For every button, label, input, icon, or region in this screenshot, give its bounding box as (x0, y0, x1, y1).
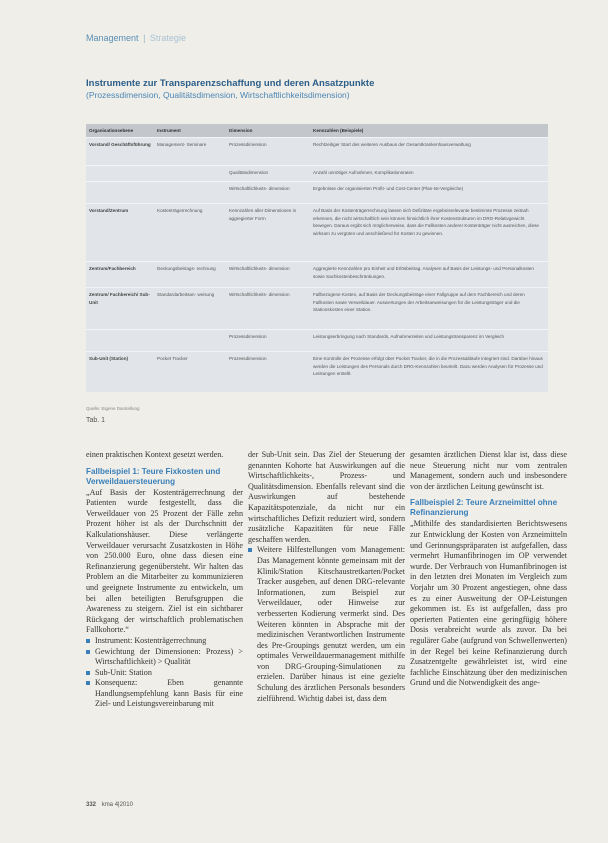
square-bullet-icon (248, 548, 252, 552)
cell-kennzahlen: Leistungserbringung nach Standards, Aufnahmezeiten und Leistungstransparenz im Vergleich (310, 330, 548, 352)
cell-kennzahlen: Anzahl unnötiger Aufnahmen, Komplikationsraten (310, 166, 548, 182)
table-row (86, 204, 548, 262)
cell-instrument: Standardarbeitsan- weisung (154, 288, 226, 330)
case-heading-1: Fallbeispiel 1: Teure Fixkosten und Verweildauersteuerung (86, 466, 221, 486)
table-row (86, 138, 548, 166)
cell-dimension: Wirtschaftlichkeits- dimension (226, 288, 310, 330)
list-item: Konsequenz: Eben genannte Handlungsempfehlung kann Basis für eine Ziel- und Leistungsvereinbarung mit (86, 678, 243, 710)
page-number: 332 (86, 802, 97, 808)
cell-dimension: Prozessdimension (226, 330, 310, 352)
cell-instrument (154, 330, 226, 352)
case-1-quote: „Auf Basis der Kostenträgerrechnung der Patienten wurde festgestellt, dass die Verweildauer von 25 Prozent der Fälle zehn Prozent höher ist als der Durchschnitt der Kalkulationshäuser. Diese verlängerte Verweildauer verursacht Zusatzkosten in Höhe von 250.000 Euro, ohne dass diesen eine Refinanzierung gegenübersteht. Wir halten das Problem an die Mitarbeiter zu kommunizieren und geeignete Instrumente zu entwickeln, um bei allen beteiligten Berufsgruppen die Awareness zu steigern. Ziel ist ein sichtbarer Rückgang der wirtschaftlich problematischen Fallkohorte.“ (86, 487, 243, 635)
cell-kennzahlen: Eine Kontrolle der Prozesse erfolgt über Pocket Tracker, die in die Prozessabläufe integriert sind. Darüber hinaus werden die Leistungen des Personals durch DRG-Kennzahlen beurteilt. Dazu werden Analysen für Prozesse und Leistungen erstellt. (310, 352, 548, 392)
cell-ebene: Zentrum/Fachbereich (86, 262, 154, 288)
page-footer (86, 802, 133, 808)
cell-dimension: Prozessdimension (226, 138, 310, 166)
intro-paragraph: einen praktischen Kontext gesetzt werden. (86, 450, 224, 459)
header-kennzahlen: Kennzahlen (Beispiele) (310, 124, 548, 138)
text-column-3 (410, 450, 567, 689)
cell-instrument (154, 166, 226, 182)
square-bullet-icon (86, 681, 90, 685)
table-header-row (86, 124, 548, 138)
cell-dimension: Kennzahlen aller Dimensionen in aggregierter Form (226, 204, 310, 262)
journal-issue: kma 4|2010 (101, 802, 133, 808)
header-instrument: Instrument (154, 124, 226, 138)
cell-kennzahlen: Fallbezogene Kosten, auf Basis der Deckungsbeiträge einer Fallgruppe auf dem Fachbereich und deren Fallkosten sowie Verweildauer. Auswertungen der Arbeitsanweisungen für die Leistungsträger und die Stationskosten einer Station. (310, 288, 548, 330)
list-item: Sub-Unit: Station (86, 668, 243, 679)
cell-instrument: Kostenträgerrechnung (154, 204, 226, 262)
cell-dimension: Prozessdimension (226, 352, 310, 392)
cell-instrument: Deckungsbeitrags- rechnung (154, 262, 226, 288)
header-dimension: Dimension (226, 124, 310, 138)
header-organisationsebene: Organisationsebene (86, 124, 154, 138)
cell-instrument: Pocket Tracker (154, 352, 226, 392)
case-heading-2: Fallbeispiel 2: Teure Arzneimittel ohne Refinanzierung (410, 498, 558, 518)
list-item: Gewichtung der Dimensionen: Prozess) > Wirtschaftlichkeit) > Qualität (86, 647, 243, 668)
table-title: Instrumente zur Transparenzschaffung und deren Ansatzpunkte (86, 78, 375, 89)
subsection-name: Strategie (149, 33, 186, 43)
case-1-bullets (86, 636, 243, 710)
cell-kennzahlen: Ergebnisse der organisierten Profit- und Cost-Center (Plan-Ist-Vergleiche) (310, 182, 548, 204)
case-2-quote: „Mithilfe des standardisierten Berichtswesens zur Entwicklung der Kosten von Arzneimitteln und Gerinnungspräparaten ist aufgefallen, dass vermehrt Humanfibrinogen im OP verwendet wurde. Der Verbrauch von Humanfibrinogen ist in den letzten drei Monaten im Vergleich zum Vorjahr um 30 Prozent angestiegen, ohne dass es zu einer Ausweitung der OP-Leistungen gekommen ist. Es ist aufgefallen, dass pro operierten Patienten eine geringfügig höhere Dosis verabreicht wurde als zuvor. Da bei regulärer Gabe (aufgrund von Schwellenwerten) in der Regel bei keine Refinanzierung durch Zusatzentgelte gewährleistet ist, wird eine fachliche Einschätzung über den medizinischen Grund und die Notwendigkeit des ange- (410, 519, 567, 688)
table-subtitle: (Prozessdimension, Qualitätsdimension, Wirtschaftlichkeitsdimension) (86, 90, 350, 100)
cell-dimension: Wirtschaftlichkeits- dimension (226, 262, 310, 288)
table-title-block (86, 78, 546, 100)
text-column-1 (86, 450, 243, 710)
cell-kennzahlen: Auf Basis der Kostenträgerrechnung lassen sich Defizitäre ergebnisrelevante bestimmte Prozesse zeitnah erkennen, die nicht wirtschaftlich sein können hinsichtlich ihrer Kostenstrukturen im DRG-Relativgewicht bewegen. Daraus ergibt sich möglicherweise, dass die Fallkosten anderer Kostenträger nicht ausreichen, diese wirksam zu vergüten und anschließend für Kosten zu gewinnen. (310, 204, 548, 262)
text-column-2 (248, 450, 405, 704)
section-separator: | (143, 33, 146, 43)
cell-ebene: Zentrum/ Fachbereich/ Sub-Unit (86, 288, 154, 330)
cell-ebene (86, 166, 154, 182)
square-bullet-icon (86, 650, 90, 654)
square-bullet-icon (86, 671, 90, 675)
case-1-conclusion: gesamten ärztlichen Dienst klar ist, dass diese neue Steuerung nicht nur vom zentralen Management, sondern auch und insbesondere von der ärztlichen Leitung gewünscht ist. (410, 450, 567, 491)
cell-instrument: Management- Seminare (154, 138, 226, 166)
cell-dimension: Qualitätsdimension (226, 166, 310, 182)
cell-ebene: Vorstand/ Geschäftsführung (86, 138, 154, 166)
case-1-more-bullets (248, 545, 405, 704)
square-bullet-icon (86, 639, 90, 643)
table-row (86, 330, 548, 352)
cell-kennzahlen: Aggregierte Kennzahlen pro Einheit und Erlösbeitrag. Analysen auf Basis der Leistungs- und Personalkosten sowie Sachkostenbeschränkungen. (310, 262, 548, 288)
table-row (86, 288, 548, 330)
cell-dimension: Wirtschaftlichkeits- dimension (226, 182, 310, 204)
list-item: Instrument: Kostenträgerrechnung (86, 636, 243, 647)
cell-instrument (154, 182, 226, 204)
table-source: Quelle: Eigene Darstellung (86, 406, 140, 411)
cell-kennzahlen: Rechtzeitiger Start des weiteren Ausbaus der Gesamtkrankenhausverwaltung (310, 138, 548, 166)
section-header (86, 33, 186, 43)
table-label: Tab. 1 (86, 417, 106, 424)
table-row (86, 352, 548, 392)
table-row (86, 166, 548, 182)
table-row (86, 182, 548, 204)
list-item: Weitere Hilfestellungen vom Management: Das Management könnte gemeinsam mit der Klinik/Station Kitschaustretkarten/Pocket Tracker ausgeben, auf denen DRG-relevante Informationen, zum Beispiel zur Verweildauer, oder Hinweise zur verbesserten Kodierung vermerkt sind. Des Weiteren könnten in Absprache mit der medizinischen Verantwortlichen Instrumente des Pre-Groupings genutzt werden, um ein optimales Verweildauermanagement mithilfe von DRG-Grouping-Simulationen zu erzielen. Darüber hinaus ist eine gezielte Schulung des ärztlichen Personals besonders zielführend. Wichtig dabei ist, dass dem (248, 545, 405, 704)
table-row (86, 262, 548, 288)
instruments-table (86, 124, 548, 392)
section-name: Management (86, 33, 139, 43)
cell-ebene: Vorstand/Zentrum (86, 204, 154, 262)
cell-ebene (86, 330, 154, 352)
cell-ebene (86, 182, 154, 204)
cell-ebene: Sub-Unit (Station) (86, 352, 154, 392)
case-1-continued: der Sub-Unit sein. Das Ziel der Steuerung der genannten Kohorte hat Auswirkungen auf die Wirtschaftlichkeits-, Prozess- und Qualitätsdimension. Ebenfalls relevant sind die Auswirkungen auf bestehende Kapazitätspotenziale, da nicht nur ein wirtschaftliches Defizit reduziert wird, sondern zusätzliche Kapazitäten für neue Fälle geschaffen werden. (248, 450, 405, 544)
